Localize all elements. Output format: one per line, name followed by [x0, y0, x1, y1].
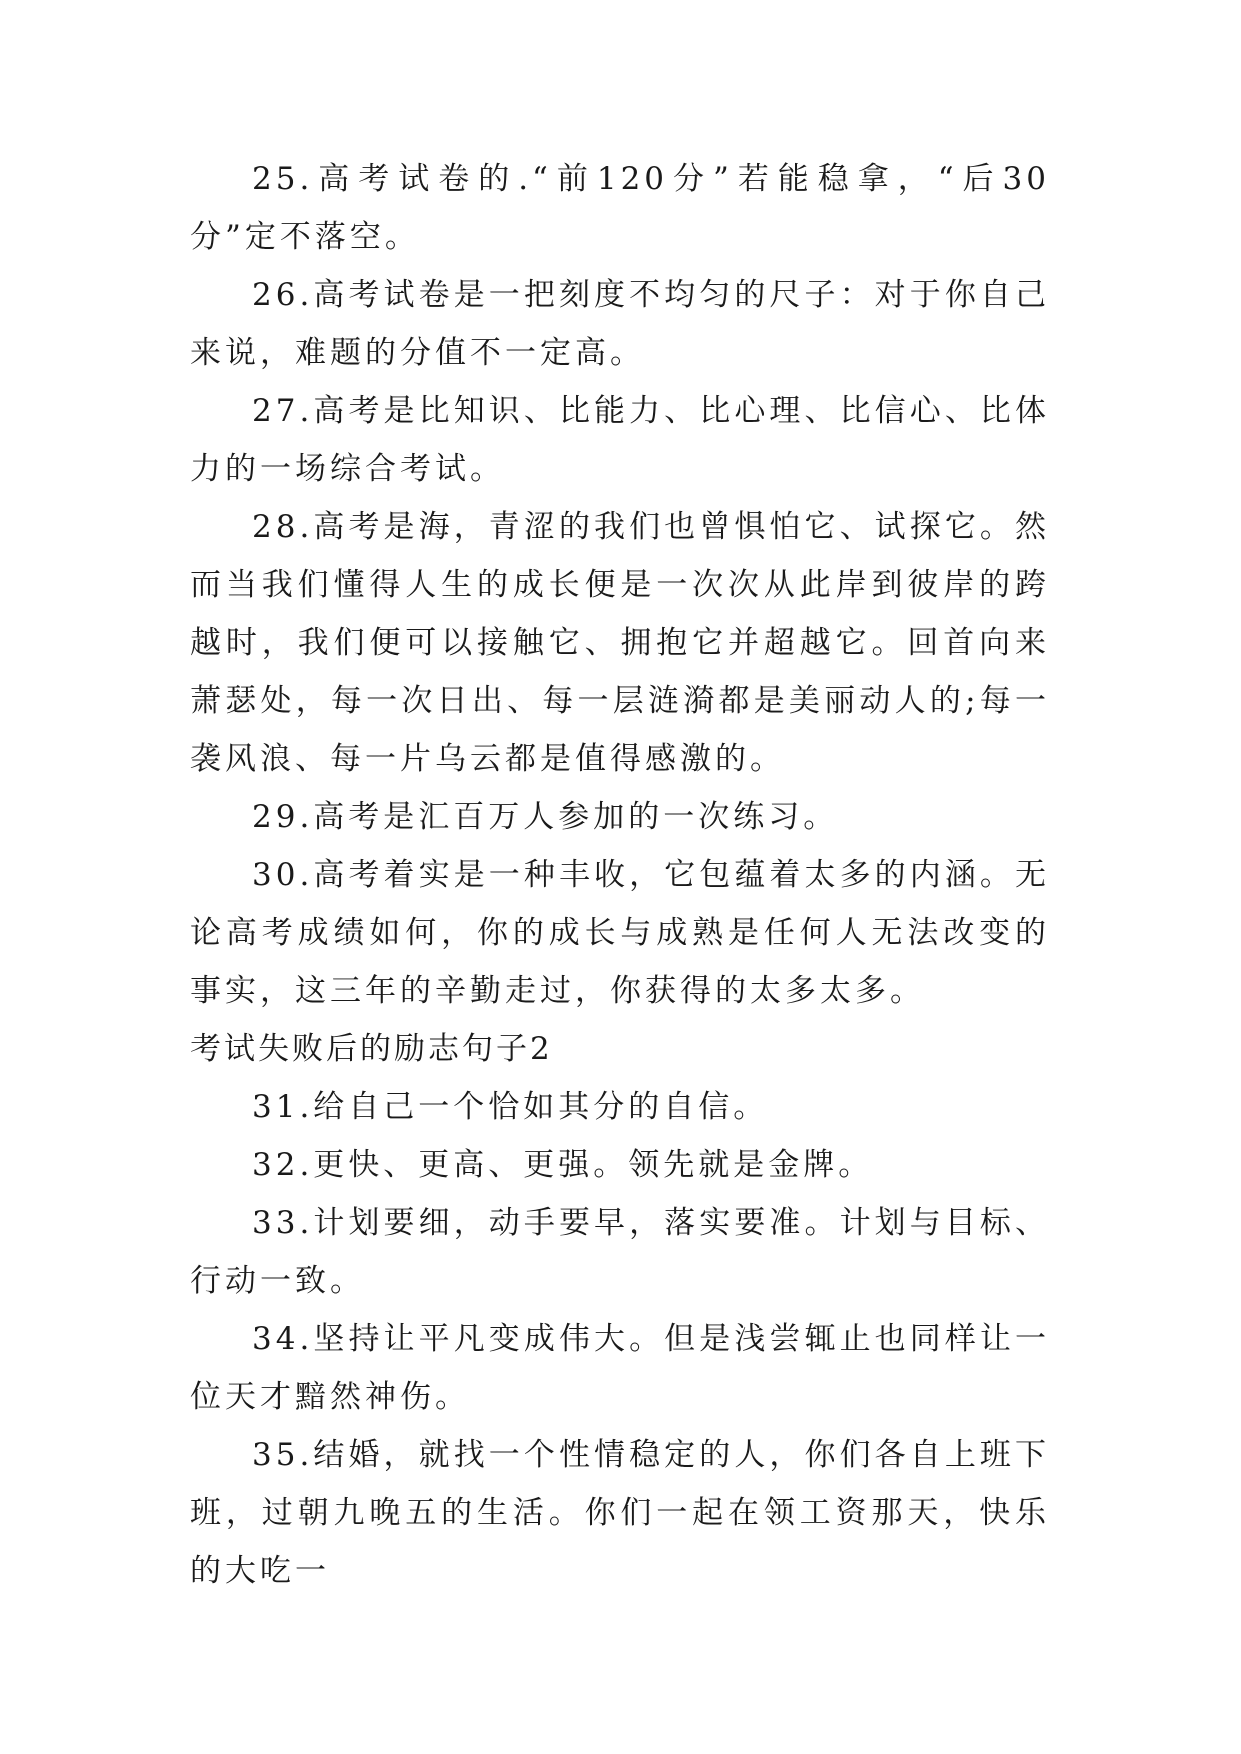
paragraph-35: 35.结婚，就找一个性情稳定的人，你们各自上班下班，过朝九晚五的生活。你们一起在领工资那天，快乐的大吃一	[190, 1437, 1050, 1589]
paragraph-26: 26.高考试卷是一把刻度不均匀的尺子：对于你自己来说，难题的分值不一定高。	[190, 277, 1050, 371]
section-heading: 考试失败后的励志句子2	[190, 1031, 553, 1067]
paragraph-34: 34.坚持让平凡变成伟大。但是浅尝辄止也同样让一位天才黯然神伤。	[190, 1321, 1050, 1415]
paragraph-27: 27.高考是比知识、比能力、比心理、比信心、比体力的一场综合考试。	[190, 393, 1050, 487]
paragraph-32: 32.更快、更高、更强。领先就是金牌。	[252, 1147, 874, 1183]
paragraph-29: 29.高考是汇百万人参加的一次练习。	[252, 799, 839, 835]
paragraph-33: 33.计划要细，动手要早，落实要准。计划与目标、行动一致。	[190, 1205, 1050, 1299]
document-page	[190, 150, 1050, 1600]
paragraph-28: 28.高考是海，青涩的我们也曾惧怕它、试探它。然而当我们懂得人生的成长便是一次次从此岸到彼岸的跨越时，我们便可以接触它、拥抱它并超越它。回首向来萧瑟处，每一次日出、每一层涟漪都是美丽动人的;每一袭风浪、每一片乌云都是值得感激的。	[190, 509, 1050, 777]
paragraph-25: 25.高考试卷的.“前120分”若能稳拿，“后30分”定不落空。	[190, 161, 1050, 255]
paragraph-31: 31.给自己一个恰如其分的自信。	[252, 1089, 769, 1125]
paragraph-30: 30.高考着实是一种丰收，它包蕴着太多的内涵。无论高考成绩如何，你的成长与成熟是任何人无法改变的事实，这三年的辛勤走过，你获得的太多太多。	[190, 857, 1050, 1009]
